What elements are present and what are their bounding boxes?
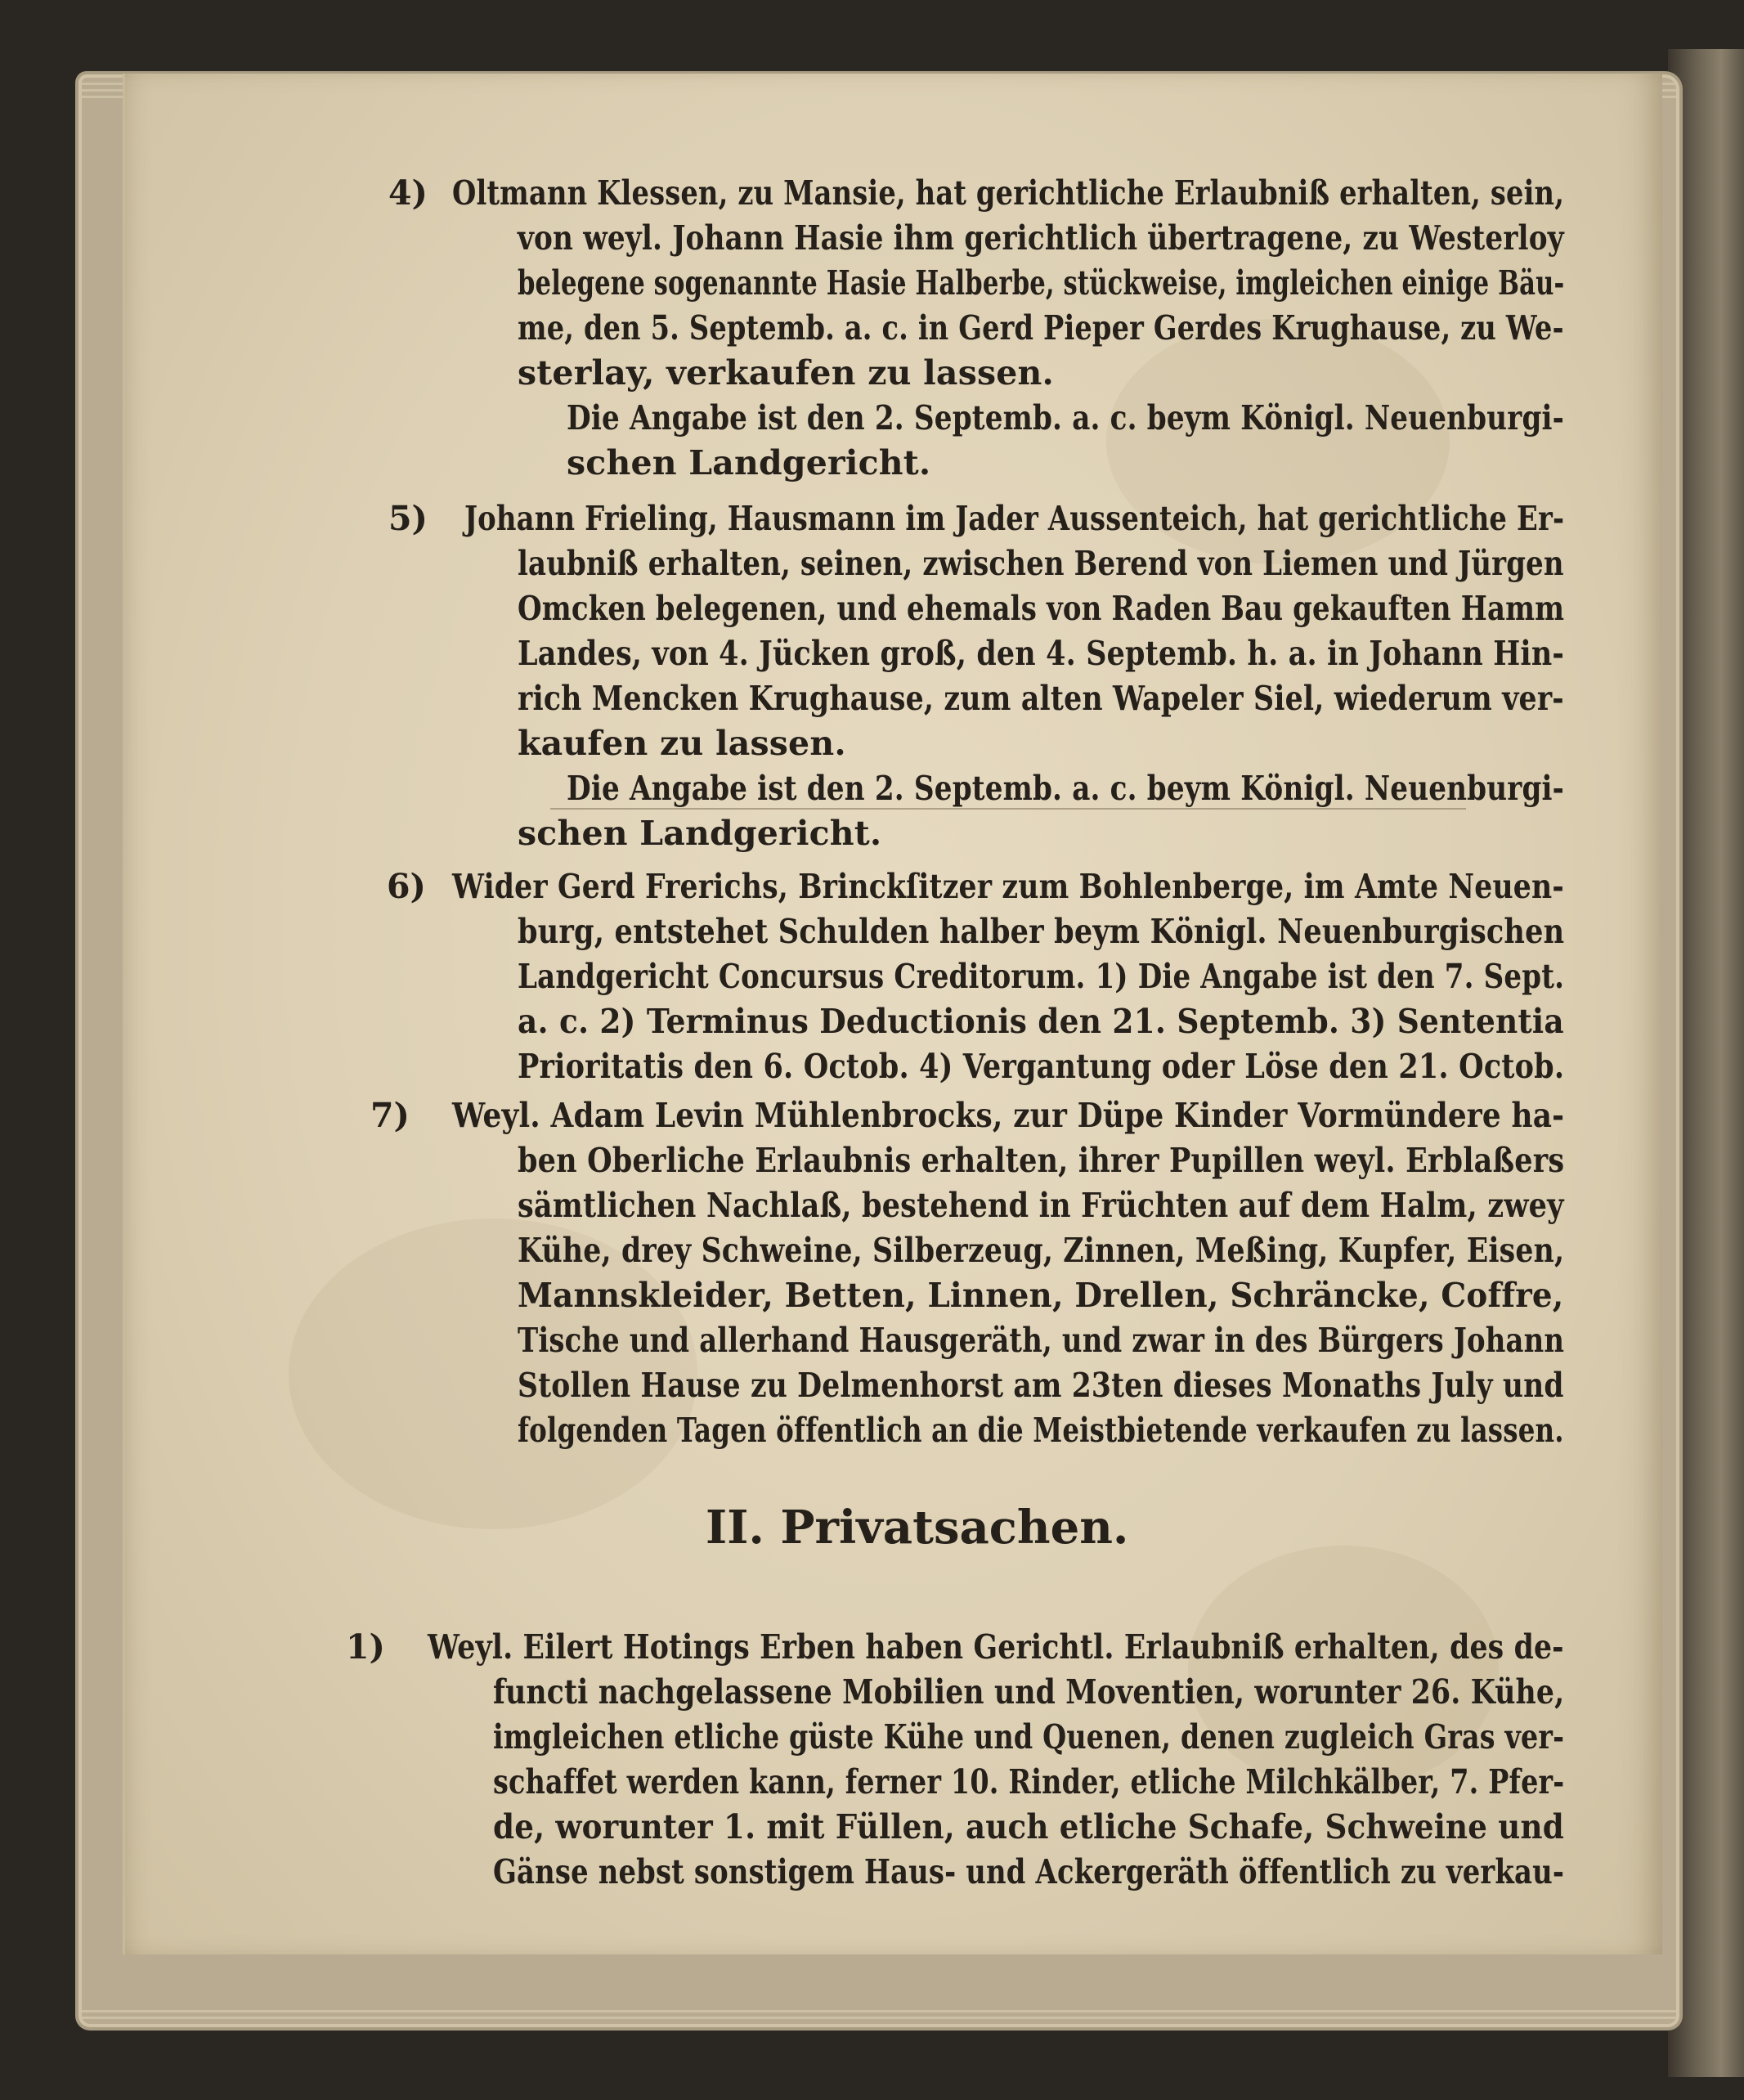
note-line: schen Landgericht.: [518, 814, 882, 853]
text-line: kaufen zu lassen.: [518, 724, 846, 763]
text-line: Mannskleider, Betten, Linnen, Drellen, Schräncke, Coffre,: [518, 1276, 1564, 1315]
document-text: [125, 74, 1662, 1954]
text-line: ben Oberliche Erlaubnis erhalten, ihrer Pupillen weyl. Erblaßers: [518, 1141, 1565, 1180]
text-line: Weyl. Eilert Hotings Erben haben Gerichtl. Erlaubniß erhalten, des de-: [428, 1627, 1564, 1667]
text-line: Landgericht Concursus Creditorum. 1) Die Angabe ist den 7. Sept.: [518, 957, 1565, 996]
text-line: laubniß erhalten, seinen, zwischen Berend von Liemen und Jürgen: [518, 544, 1564, 583]
note-line: Die Angabe ist den 2. Septemb. a. c. beym Königl. Neuenburgi-: [567, 769, 1565, 808]
text-line: Tische und allerhand Hausgeräth, und zwar in des Bürgers Johann: [518, 1321, 1565, 1360]
text-line: Stollen Hause zu Delmenhorst am 23ten dieses Monaths July und: [518, 1366, 1564, 1405]
text-line: a. c. 2) Terminus Deductionis den 21. Septemb. 3) Sententia: [518, 1002, 1564, 1041]
section-number: 5): [388, 499, 428, 538]
note-line: Die Angabe ist den 2. Septemb. a. c. beym Königl. Neuenburgi-: [567, 398, 1565, 438]
text-line: belegene sogenannte Hasie Halberbe, stückweise, imgleichen einige Bäu-: [518, 263, 1565, 303]
text-line: Landes, von 4. Jücken groß, den 4. Septemb. h. a. in Johann Hin-: [518, 634, 1565, 673]
text-line: rich Mencken Krughause, zum alten Wapeler Siel, wiederum ver-: [518, 679, 1564, 718]
section-number: 6): [387, 867, 426, 906]
text-line: von weyl. Johann Hasie ihm gerichtlich übertragene, zu Westerloy: [518, 218, 1564, 258]
text-line: Wider Gerd Frerichs, Brinckſitzer zum Bohlenberge, im Amte Neuen-: [452, 867, 1564, 906]
text-line: Kühe, drey Schweine, Silberzeug, Zinnen, Meßing, Kupfer, Eisen,: [518, 1231, 1565, 1270]
page-edge: [82, 2017, 1676, 2019]
text-line: imgleichen etliche güste Kühe und Quenen, denen zugleich Gras ver-: [493, 1717, 1565, 1757]
divider-line: [550, 808, 1466, 810]
text-line: Prioritatis den 6. Octob. 4) Vergantung oder Löse den 21. Octob.: [518, 1047, 1565, 1086]
text-line: Weyl. Adam Levin Mühlenbrocks, zur Düpe Kinder Vormündere ha-: [452, 1096, 1565, 1135]
note-line: schen Landgericht.: [567, 443, 931, 482]
text-line: functi nachgelassene Mobilien und Moventien, worunter 26. Kühe,: [493, 1672, 1565, 1712]
text-line: schaffet werden kann, ferner 10. Rinder, etliche Milchkälber, 7. Pfer-: [493, 1762, 1565, 1802]
text-line: sterlay, verkaufen zu lassen.: [518, 353, 1055, 393]
section-number: 1): [346, 1627, 385, 1667]
section-heading: II. Privatsachen.: [706, 1501, 1129, 1555]
text-line: burg, entstehet Schulden halber beym Königl. Neuenburgischen: [518, 912, 1565, 951]
text-line: Johann Frieling, Hausmann im Jader Aussenteich, hat gerichtliche Er-: [464, 499, 1565, 538]
section-number: 4): [388, 173, 428, 213]
text-line: Oltmann Klessen, zu Mansie, hat gerichtliche Erlaubniß erhalten, sein,: [452, 173, 1565, 213]
section-number: 7): [370, 1096, 410, 1135]
document-page: [123, 74, 1662, 1954]
text-line: sämtlichen Nachlaß, bestehend in Früchten auf dem Halm, zwey: [518, 1186, 1564, 1225]
text-line: de, worunter 1. mit Füllen, auch etliche Schafe, Schweine und: [493, 1807, 1564, 1846]
page-edge: [82, 2010, 1676, 2012]
background-right-page: [1668, 49, 1744, 2077]
text-line: folgenden Tagen öffentlich an die Meistbietende verkaufen zu lassen.: [518, 1411, 1564, 1450]
text-line: me, den 5. Septemb. a. c. in Gerd Pieper Gerdes Krughause, zu We-: [518, 308, 1564, 348]
text-line: Gänse nebst sonstigem Haus- und Ackergeräth öffentlich zu verkau-: [493, 1852, 1565, 1891]
text-line: Omcken belegenen, und ehemals von Raden Bau gekauften Hamm: [518, 589, 1565, 628]
